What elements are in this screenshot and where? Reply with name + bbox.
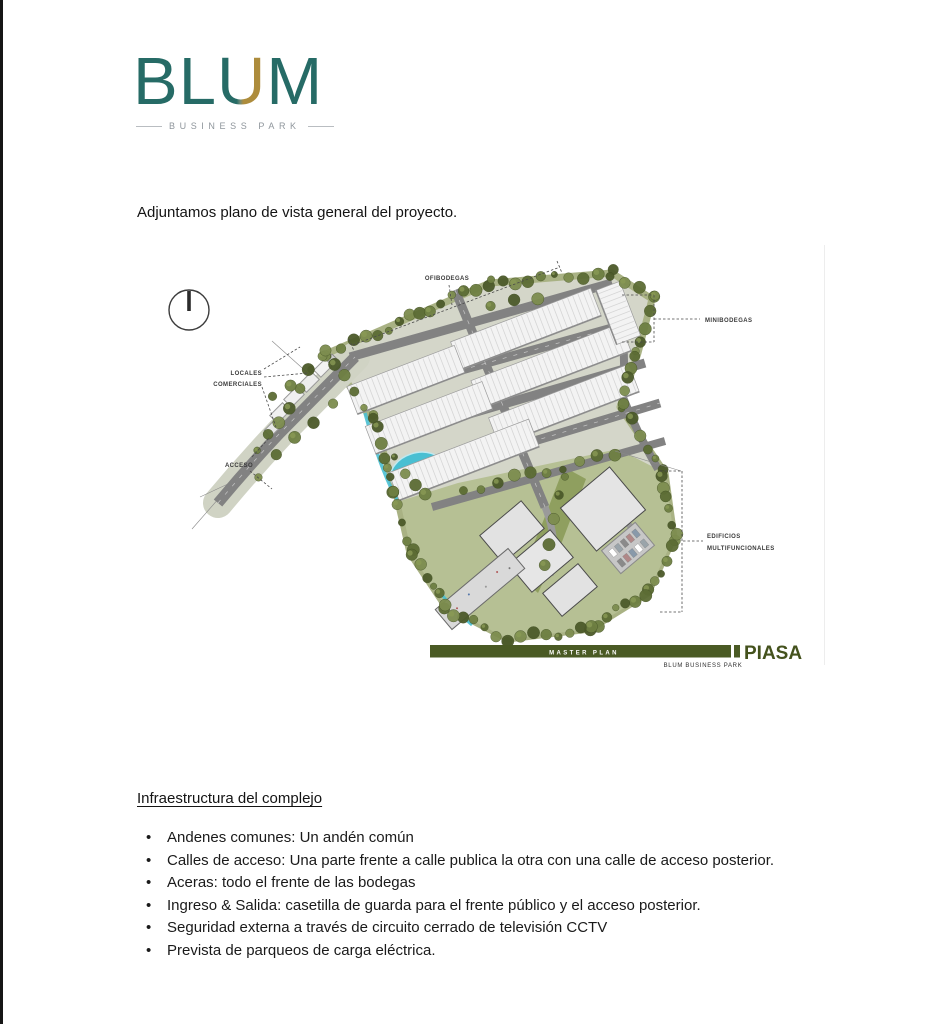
tree-highlight — [285, 404, 290, 409]
tree-highlight — [482, 624, 485, 627]
tree-highlight — [393, 501, 398, 506]
tree — [541, 629, 552, 640]
tree-highlight — [330, 360, 336, 366]
tree-highlight — [384, 465, 388, 469]
list-item: • Calles de acceso: Una parte frente a calle publica la otra con una calle de acceso posterior. — [137, 850, 857, 873]
tree-highlight — [543, 470, 547, 474]
blum-logo — [133, 44, 324, 132]
tree — [650, 577, 659, 586]
tagline-dash-left — [136, 126, 162, 127]
master-plan-figure — [160, 245, 860, 685]
tree — [668, 521, 676, 529]
tree — [320, 345, 331, 356]
tree-highlight — [592, 451, 597, 456]
tree — [487, 276, 494, 283]
tree — [302, 363, 314, 375]
tree — [295, 383, 305, 393]
page-left-edge — [0, 0, 3, 1024]
tree-highlight — [494, 479, 499, 484]
tree — [398, 519, 405, 526]
plan-label-edificios-2: MULTIFUNCIONALES — [707, 546, 775, 552]
tree-highlight — [460, 287, 465, 292]
tree — [575, 622, 586, 633]
tree-highlight — [663, 557, 668, 562]
tree — [666, 540, 678, 552]
list-item: • Ingreso & Salida: casetilla de guarda para el frente público y el acceso posterior. — [137, 895, 857, 918]
list-item: • Prevista de parqueos de carga eléctrica. — [137, 940, 857, 963]
tree-highlight — [651, 292, 655, 296]
tree — [633, 281, 645, 293]
tree — [375, 437, 387, 449]
logo-letter: L — [178, 44, 217, 119]
tree — [548, 513, 560, 525]
tree — [561, 473, 568, 480]
tree — [402, 537, 411, 546]
tree-highlight — [436, 589, 440, 593]
tree — [469, 615, 478, 624]
tree — [609, 449, 621, 461]
tree — [368, 413, 378, 423]
tree — [643, 445, 652, 454]
tree — [543, 538, 555, 550]
tree-highlight — [552, 272, 555, 275]
logo-tagline — [136, 121, 313, 131]
tree — [564, 273, 574, 283]
tree — [612, 604, 619, 611]
tree — [498, 276, 509, 287]
tree-highlight — [286, 381, 291, 386]
tree-highlight — [555, 634, 558, 637]
tree — [508, 294, 520, 306]
banner-title: MASTER PLAN — [549, 650, 619, 657]
tree — [559, 466, 566, 473]
tree-highlight — [255, 448, 258, 451]
tree — [671, 528, 683, 540]
logo-wordmark — [133, 44, 324, 119]
list-item: • Seguridad externa a través de circuito cerrado de televisión CCTV — [137, 917, 857, 940]
plan-label-edificios-1: EDIFICIOS — [707, 534, 741, 540]
tree — [532, 293, 544, 305]
tree — [470, 284, 482, 296]
tree — [436, 300, 444, 308]
tree — [491, 631, 502, 642]
tree-highlight — [541, 561, 546, 566]
tree — [658, 570, 665, 577]
tree — [379, 453, 390, 464]
tree-highlight — [487, 302, 491, 306]
logo-letter: M — [266, 44, 324, 119]
tree-highlight — [421, 489, 427, 495]
tree-highlight — [392, 454, 395, 457]
tree-highlight — [516, 632, 521, 637]
tree — [423, 573, 433, 583]
infrastructure-list — [137, 827, 857, 962]
infrastructure-heading: Infraestructura del complejo — [137, 790, 323, 807]
tree — [328, 399, 338, 409]
plan-label-locales-2: COMERCIALES — [213, 382, 262, 388]
tree-highlight — [603, 614, 607, 618]
tree — [271, 449, 282, 460]
tree — [336, 344, 346, 354]
tree — [268, 392, 277, 401]
tree-highlight — [396, 318, 400, 322]
tree — [430, 583, 437, 590]
tree — [660, 491, 671, 502]
tree-highlight — [416, 560, 421, 565]
tree — [372, 330, 383, 341]
infrastructure-section — [137, 790, 857, 962]
tree — [525, 467, 537, 479]
tree-highlight — [556, 492, 560, 496]
tree — [606, 272, 614, 280]
tree — [339, 369, 351, 381]
tree — [459, 486, 467, 494]
list-item: • Andenes comunes: Un andén común — [137, 827, 857, 850]
banner-bar-notch — [734, 645, 740, 658]
tree-highlight — [653, 456, 656, 459]
tree-highlight — [631, 597, 636, 602]
tree-highlight — [290, 433, 296, 439]
piasa-brand: PIASA — [744, 643, 803, 664]
tree — [640, 589, 652, 601]
master-plan-banner — [430, 643, 802, 669]
tree-highlight — [657, 472, 662, 477]
tagline-dash-right — [308, 126, 334, 127]
tree-highlight — [361, 405, 364, 408]
tree — [630, 351, 640, 361]
tree — [350, 387, 359, 396]
tree-highlight — [361, 332, 367, 338]
intro-paragraph: Adjuntamos plano de vista general del proyecto. — [137, 204, 458, 221]
tree — [409, 479, 421, 491]
tree-highlight — [623, 373, 628, 378]
tree — [414, 307, 426, 319]
tree-highlight — [587, 622, 593, 628]
tree-highlight — [426, 307, 431, 312]
tree — [308, 417, 320, 429]
plan-label-minibodegas: MINIBODEGAS — [705, 318, 753, 324]
tree — [388, 486, 399, 497]
tree — [508, 469, 520, 481]
north-arrow-icon — [169, 290, 209, 330]
tree-highlight — [449, 611, 455, 617]
tree — [577, 273, 589, 285]
tree-highlight — [665, 505, 669, 509]
tree — [527, 627, 539, 639]
tree-highlight — [620, 279, 625, 284]
tree — [263, 429, 273, 439]
banner-subtitle: BLUM BUSINESS PARK — [663, 663, 743, 669]
plan-label-ofibodegas: OFIBODEGAS — [424, 276, 470, 282]
plan-label-acceso: ACCESO — [224, 463, 254, 469]
logo-letter: B — [133, 44, 179, 119]
tree — [639, 323, 651, 335]
plan-label-locales-1: LOCALES — [230, 371, 262, 377]
tree — [439, 599, 451, 611]
tree — [400, 469, 410, 479]
logo-letter-gold: U — [216, 44, 267, 119]
tree-highlight — [594, 270, 600, 276]
list-item: • Aceras: todo el frente de las bodegas — [137, 872, 857, 895]
tree — [448, 291, 456, 299]
tree — [386, 473, 394, 481]
tree — [620, 599, 630, 609]
tree — [575, 456, 585, 466]
tree — [634, 430, 646, 442]
tree-highlight — [627, 414, 633, 420]
tree — [618, 398, 629, 409]
tree-highlight — [407, 550, 412, 555]
tree — [566, 629, 575, 638]
tree — [477, 486, 485, 494]
tree — [620, 386, 630, 396]
tagline-text: BUSINESS PARK — [169, 121, 301, 132]
